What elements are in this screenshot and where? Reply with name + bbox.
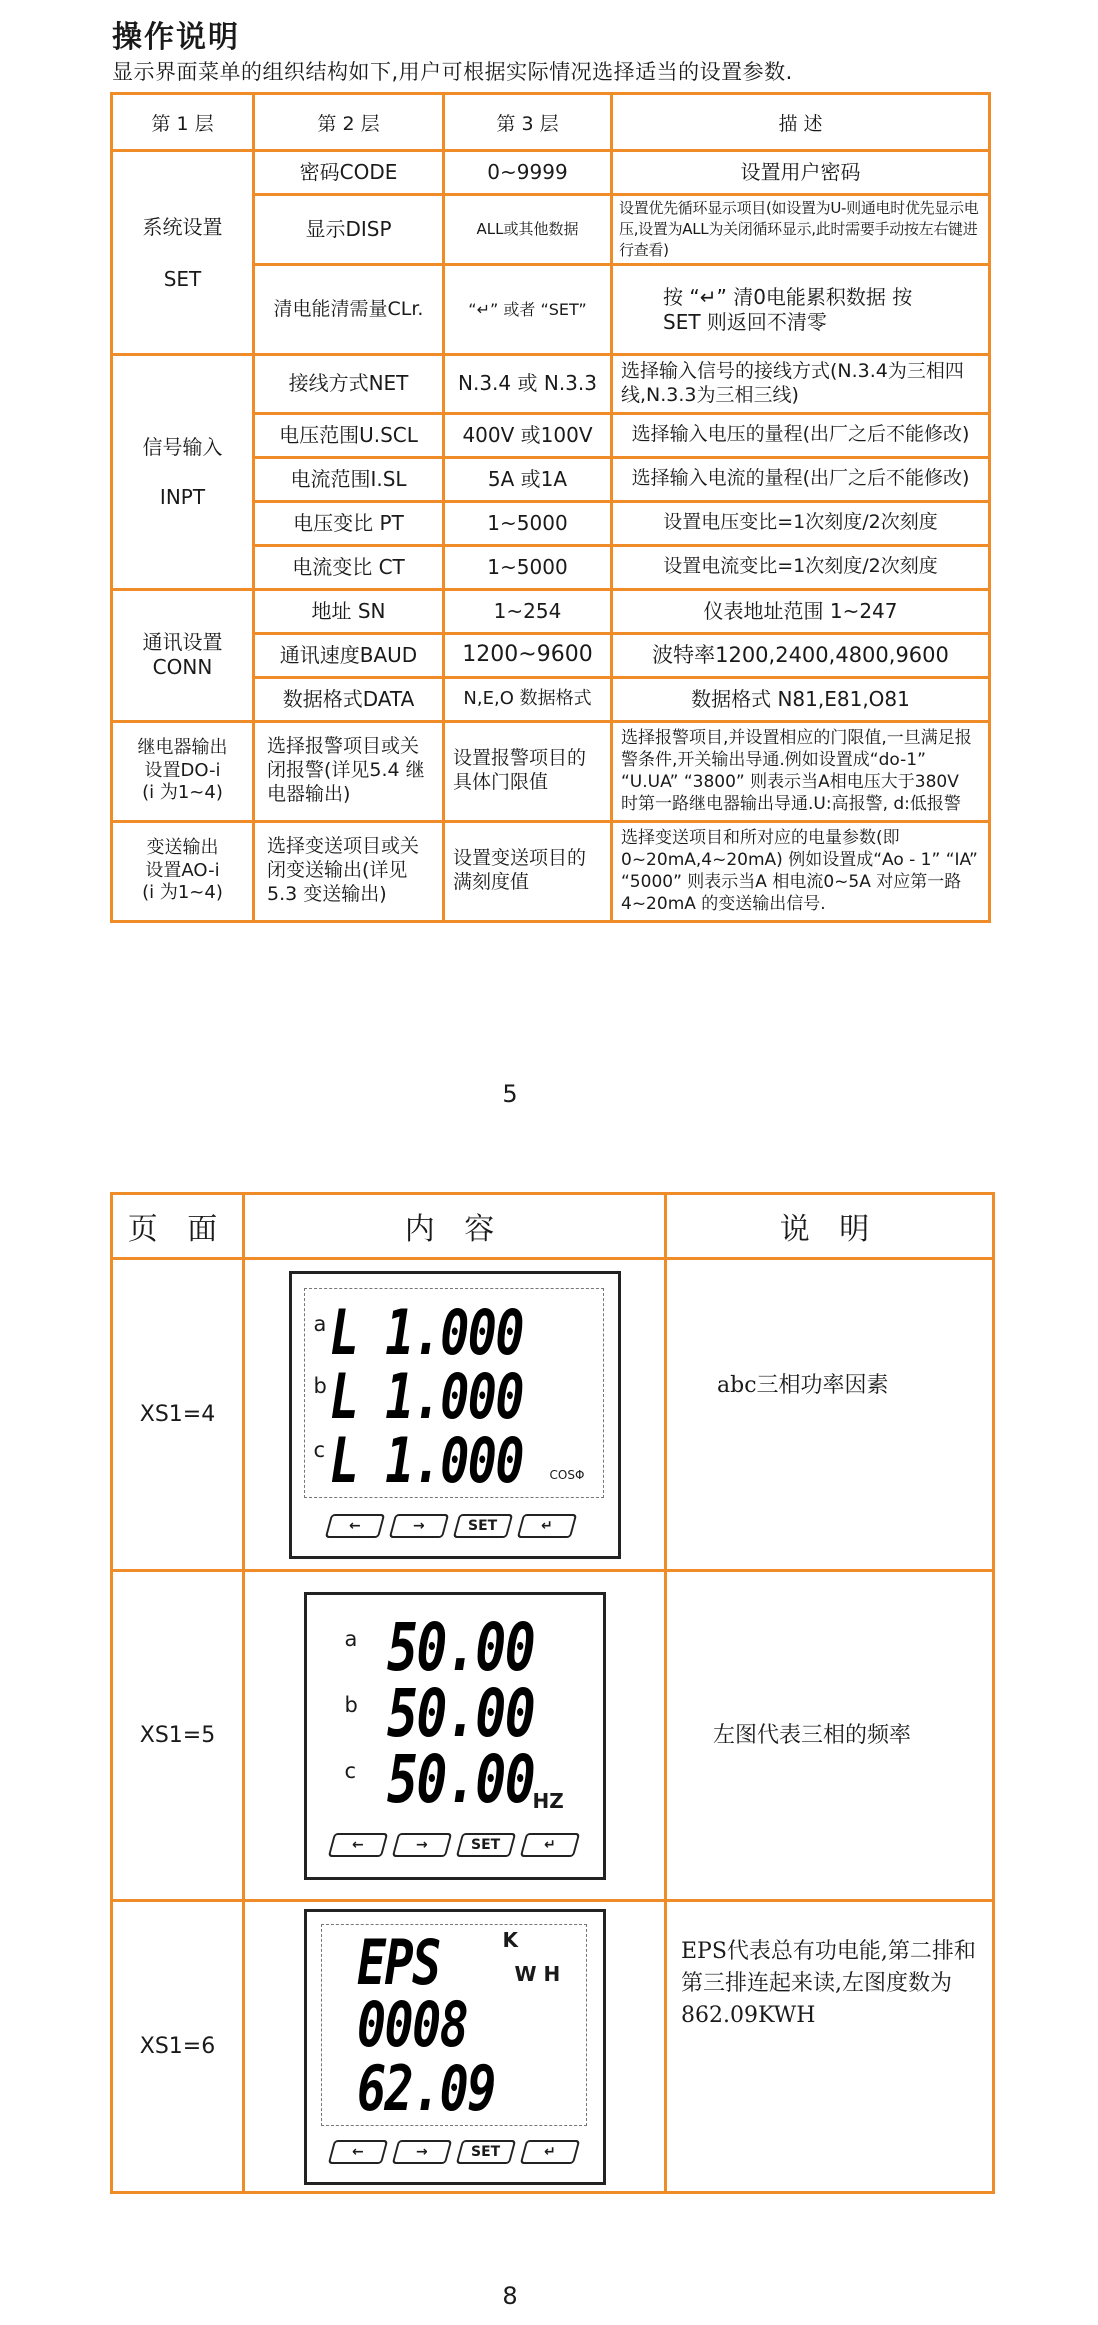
right-arrow-key[interactable]: → (388, 1514, 448, 1538)
meter-display (304, 1909, 606, 2185)
layer3-cell: ALL或其他数据 (444, 195, 612, 265)
header-explanation: 说 明 (666, 1194, 994, 1259)
page-cell: XS1=4 (112, 1259, 244, 1571)
table-row (112, 151, 990, 195)
phase-label: b (344, 1692, 358, 1717)
layer3-cell: 1200~9600 (444, 633, 612, 677)
header-layer2: 第 2 层 (254, 94, 444, 151)
layer3-cell: 设置报警项目的具体门限值 (444, 721, 612, 821)
lcd-line: L 1.000 (329, 1423, 523, 1497)
meter-display (304, 1592, 606, 1880)
page-cell: XS1=6 (112, 1901, 244, 2193)
lcd-line: 50.00 (386, 1674, 534, 1752)
page-subtitle: 显示界面菜单的组织结构如下,用户可根据实际情况选择适当的设置参数. (112, 60, 793, 84)
layer3-cell: 1~5000 (444, 501, 612, 545)
header-content: 内 容 (244, 1194, 666, 1259)
layer2-cell: 地址 SN (254, 589, 444, 633)
layer2-cell: 密码CODE (254, 151, 444, 195)
enter-key[interactable]: ↵ (516, 1514, 576, 1538)
table-row (112, 355, 990, 414)
layer3-cell: 400V 或100V (444, 413, 612, 457)
lcd-line: L 1.000 (329, 1359, 523, 1433)
lcd-line: 0008 (356, 1987, 467, 2061)
left-arrow-key[interactable]: ← (327, 1833, 387, 1857)
set-key[interactable]: SET (452, 1514, 512, 1538)
desc-cell: 设置优先循环显示项目(如设置为U-则通电时优先显示电压,设置为ALL为关闭循环显示,此时需要手动按左右键进行查看) (612, 195, 990, 265)
header-description: 描 述 (612, 94, 990, 151)
unit-label: HZ (532, 1788, 564, 1813)
page-cell: XS1=5 (112, 1571, 244, 1901)
left-arrow-key[interactable]: ← (327, 2140, 387, 2164)
table-row (112, 1259, 994, 1571)
key-row (331, 1833, 577, 1857)
table-row (112, 721, 990, 821)
layer2-cell: 接线方式NET (254, 355, 444, 414)
header-page: 页 面 (112, 1194, 244, 1259)
layer2-cell: 清电能清需量CLr. (254, 265, 444, 355)
right-arrow-key[interactable]: → (391, 1833, 451, 1857)
phase-label: a (344, 1626, 358, 1651)
layer2-cell: 电压范围U.SCL (254, 413, 444, 457)
lcd-line: 62.09 (356, 2051, 495, 2125)
lcd-line: 50.00 (386, 1608, 534, 1686)
desc-cell: 选择输入电压的量程(出厂之后不能修改) (612, 413, 990, 457)
header-layer3: 第 3 层 (444, 94, 612, 151)
layer3-cell: 1~5000 (444, 545, 612, 589)
explanation-cell: EPS代表总有功电能,第二排和第三排连起来读,左图度数为862.09KWH (666, 1901, 994, 2193)
layer2-cell: 显示DISP (254, 195, 444, 265)
layer3-cell: 1~254 (444, 589, 612, 633)
desc-cell: 选择变送项目和所对应的电量参数(即0~20mA,4~20mA) 例如设置成“Ao - 1” “IA” “5000” 则表示当A 相电流0~5A 对应第一路4~20mA 的变送输出信号. (612, 821, 990, 921)
layer2-cell: 数据格式DATA (254, 677, 444, 721)
page-number: 8 (502, 2282, 518, 2310)
layer1-transmit-output: 变送输出 设置AO-i (i 为1~4) (112, 821, 254, 921)
layer3-cell: 设置变送项目的满刻度值 (444, 821, 612, 921)
layer3-cell: 0~9999 (444, 151, 612, 195)
set-key[interactable]: SET (455, 1833, 515, 1857)
layer1-relay-output: 继电器输出 设置DO-i (i 为1~4) (112, 721, 254, 821)
desc-cell: 设置电流变比=1次刻度/2次刻度 (612, 545, 990, 589)
phase-label: c (344, 1758, 357, 1783)
layer1-communication: 通讯设置 CONN (112, 589, 254, 721)
page-number: 5 (502, 1080, 518, 1108)
layer1-system-set: 系统设置 SET (112, 151, 254, 355)
content-cell (244, 1259, 666, 1571)
phase-label: a (313, 1311, 327, 1336)
table-row (112, 589, 990, 633)
phase-label: b (313, 1373, 327, 1398)
desc-cell: 仪表地址范围 1~247 (612, 589, 990, 633)
table-row (112, 1901, 994, 2193)
desc-cell: 设置电压变比=1次刻度/2次刻度 (612, 501, 990, 545)
phase-label: c (313, 1437, 326, 1462)
desc-cell: 选择输入电流的量程(出厂之后不能修改) (612, 457, 990, 501)
menu-structure-table (110, 92, 991, 923)
key-row (331, 2140, 577, 2164)
set-key[interactable]: SET (455, 2140, 515, 2164)
layer1-signal-input: 信号输入 INPT (112, 355, 254, 590)
layer2-cell: 选择报警项目或关闭报警(详见5.4 继电器输出) (254, 721, 444, 821)
content-cell (244, 1901, 666, 2193)
layer2-cell: 电压变比 PT (254, 501, 444, 545)
lcd-line: EPS (356, 1925, 440, 1999)
header-layer1: 第 1 层 (112, 94, 254, 151)
page-title: 操作说明 (112, 20, 240, 55)
explanation-cell: 左图代表三相的频率 (666, 1571, 994, 1901)
enter-key[interactable]: ↵ (519, 1833, 579, 1857)
lcd-line: 50.00 (386, 1740, 534, 1818)
meter-display (289, 1271, 621, 1559)
layer3-cell: N.3.4 或 N.3.3 (444, 355, 612, 414)
unit-k-label: K (502, 1927, 518, 1952)
display-pages-table (110, 1192, 995, 2194)
layer3-cell: “↵” 或者 “SET” (444, 265, 612, 355)
unit-label: COSΦ (549, 1467, 585, 1482)
desc-cell: 数据格式 N81,E81,O81 (612, 677, 990, 721)
desc-cell: 波特率1200,2400,4800,9600 (612, 633, 990, 677)
layer2-cell: 通讯速度BAUD (254, 633, 444, 677)
table-row (112, 821, 990, 921)
key-row (328, 1514, 574, 1538)
desc-cell: 选择报警项目,并设置相应的门限值,一旦满足报警条件,开关输出导通.例如设置成“do-1” “U.UA” “3800” 则表示当A相电压大于380V 时第一路继电器输出导通.U:高报警, d:低报警 (612, 721, 990, 821)
enter-key[interactable]: ↵ (519, 2140, 579, 2164)
lcd-line: L 1.000 (329, 1295, 523, 1369)
unit-label: W H (514, 1961, 561, 1986)
desc-cell: 按 “↵” 清0电能累积数据 按 SET 则返回不清零 (612, 265, 990, 355)
right-arrow-key[interactable]: → (391, 2140, 451, 2164)
explanation-cell: abc三相功率因素 (666, 1259, 994, 1571)
table-row (112, 1571, 994, 1901)
content-cell (244, 1571, 666, 1901)
layer3-cell: N,E,O 数据格式 (444, 677, 612, 721)
desc-cell: 设置用户密码 (612, 151, 990, 195)
desc-cell: 选择输入信号的接线方式(N.3.4为三相四线,N.3.3为三相三线) (612, 355, 990, 414)
layer2-cell: 电流变比 CT (254, 545, 444, 589)
layer2-cell: 选择变送项目或关闭变送输出(详见5.3 变送输出) (254, 821, 444, 921)
layer3-cell: 5A 或1A (444, 457, 612, 501)
layer2-cell: 电流范围I.SL (254, 457, 444, 501)
left-arrow-key[interactable]: ← (324, 1514, 384, 1538)
